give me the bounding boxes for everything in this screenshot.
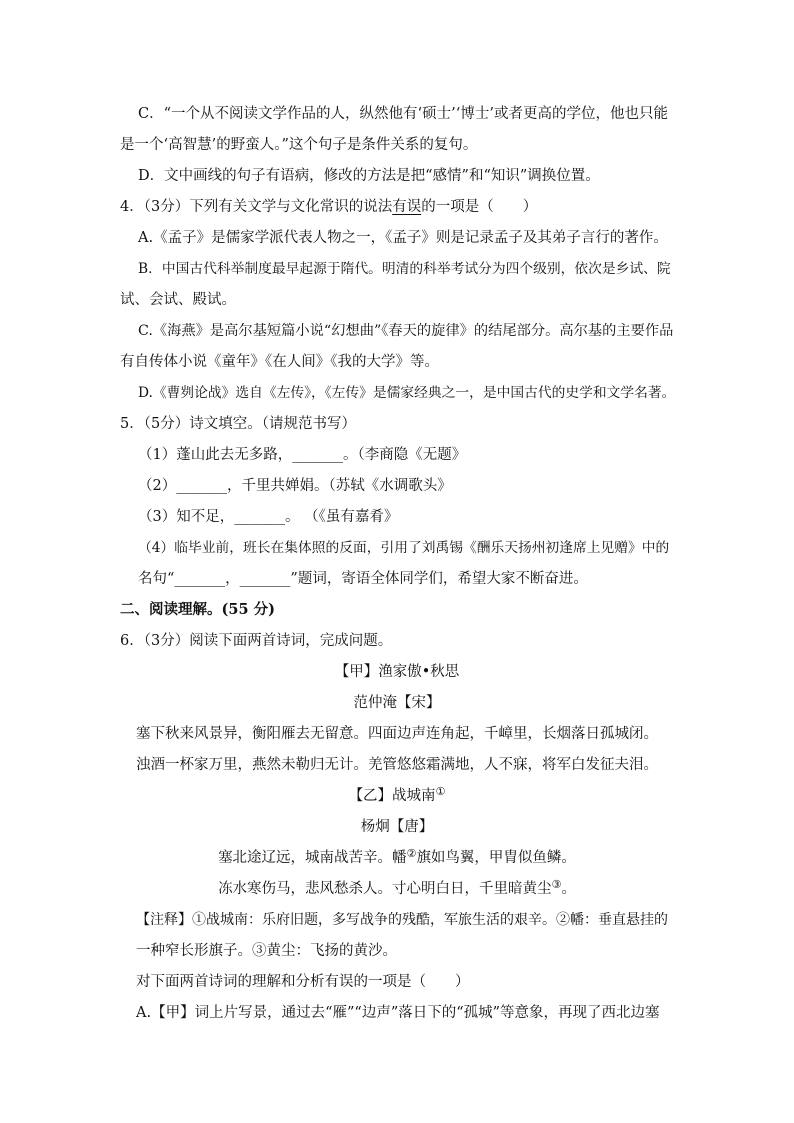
poem2-author: 杨炯【唐】 [360,819,434,835]
poem1-line1: 塞下秋来风景异，衡阳雁去无留意。四面边声连角起，千嶂里，长烟落日孤城闭。 [136,726,658,742]
q4-option-a: A.《孟子》是儒家学派代表人物之一，《孟子》则是记录孟子及其弟子言行的著作。 [138,230,668,246]
q5-item2: （2）_______，千里共婵娟。（苏轼《水调歌头》 [138,478,452,494]
q6-option-a: A.【甲】词上片写景，通过去“雁”“边声”落日下的“孤城”等意象，再现了西北边塞 [136,1005,660,1021]
poem1-title: 【甲】渔家傲•秋思 [334,664,460,680]
section2-title: 二、阅读理解。(55 分) [120,601,275,618]
q6-question: 对下面两首诗词的理解和分析有误的一项是（ ） [136,974,470,990]
q6-note-line2: 一种窄长形旗子。③黄尘：飞扬的黄沙。 [136,943,397,959]
q4-option-d: D.《曹刿论战》选自《左传》，《左传》是儒家经典之一，是中国古代的史学和文学名著。 [138,385,676,401]
q4-stem-post: 的一项是（ ） [421,199,538,215]
poem2-line1-post: 旗如鸟翼，甲胄似鱼鳞。 [416,850,576,866]
q3-option-c-line2: 是一个‘高智慧’的野蛮人。”这个句子是条件关系的复句。 [120,137,478,153]
poem1-line2: 浊酒一杯家万里，燕然未勒归无计。羌管悠悠霜满地，人不寐，将军白发征夫泪。 [136,757,658,773]
q5-stem: 5．（5分）诗文填空。（请规范书写） [120,416,356,432]
q4-option-c-line1: C.《海燕》是高尔基短篇小说“幻想曲”《春天的旋律》的结尾部分。高尔基的主要作品 [138,323,674,339]
poem2-line2-post: 。 [561,881,576,897]
poem2-line1-pre: 塞北途辽远，城南战苦辛。幡 [218,850,407,866]
q6-stem: 6．（3分）阅读下面两首诗词，完成问题。 [120,633,393,649]
q4-option-b-line1: B．中国古代科举制度最早起源于隋代。明清的科举考试分为四个级别，依次是乡试、院 [138,261,671,277]
q4-stem-underline: 有误 [392,199,422,215]
q5-item1: （1）蓬山此去无多路，_______。（李商隐《无题》 [138,447,467,463]
note-mark-3: ③ [551,878,562,891]
poem2-line1 [0,848,794,869]
q4-stem-pre: 4．（3分）下列有关文学与文化常识的说法 [120,199,393,215]
poem1-author: 范仲淹【宋】 [353,695,441,711]
poem2-title-text: 【乙】战城南 [348,788,436,804]
q5-item4-line2: 名句“_______，_______”题词，寄语全体同学们，希望大家不断奋进。 [138,571,588,587]
q4-option-b-line2: 试、会试、殿试。 [120,292,236,308]
q4-stem [120,197,537,217]
q4-option-c-line2: 有自传体小说《童年》《在人间》《我的大学》等。 [120,354,439,370]
note-mark-2: ② [406,847,417,860]
poem2-title [0,786,794,807]
q3-option-c-line1: C．“一个从不阅读文学作品的人，纵然他有‘硕士’‘博士’或者更高的学位，他也只能 [138,106,668,122]
q6-note-line1: 【注释】①战城南：乐府旧题，多写战争的残酷，军旅生活的艰辛。②幡：垂直悬挂的 [136,912,668,928]
poem2-line2-pre: 冻水寒伤马，悲风愁杀人。寸心明白日，千里暗黄尘 [218,881,552,897]
poem2-line2 [0,879,794,900]
q5-item3: （3）知不足，_______。 （《虽有嘉肴》 [138,509,399,525]
q5-item4-line1: （4）临毕业前，班长在集体照的反面，引用了刘禹锡《酬乐天扬州初逢席上见赠》中的 [138,540,670,556]
note-mark-1: ① [435,785,446,798]
q3-option-d: D．文中画线的句子有语病，修改的方法是把“感情”和“知识”调换位置。 [138,168,600,184]
